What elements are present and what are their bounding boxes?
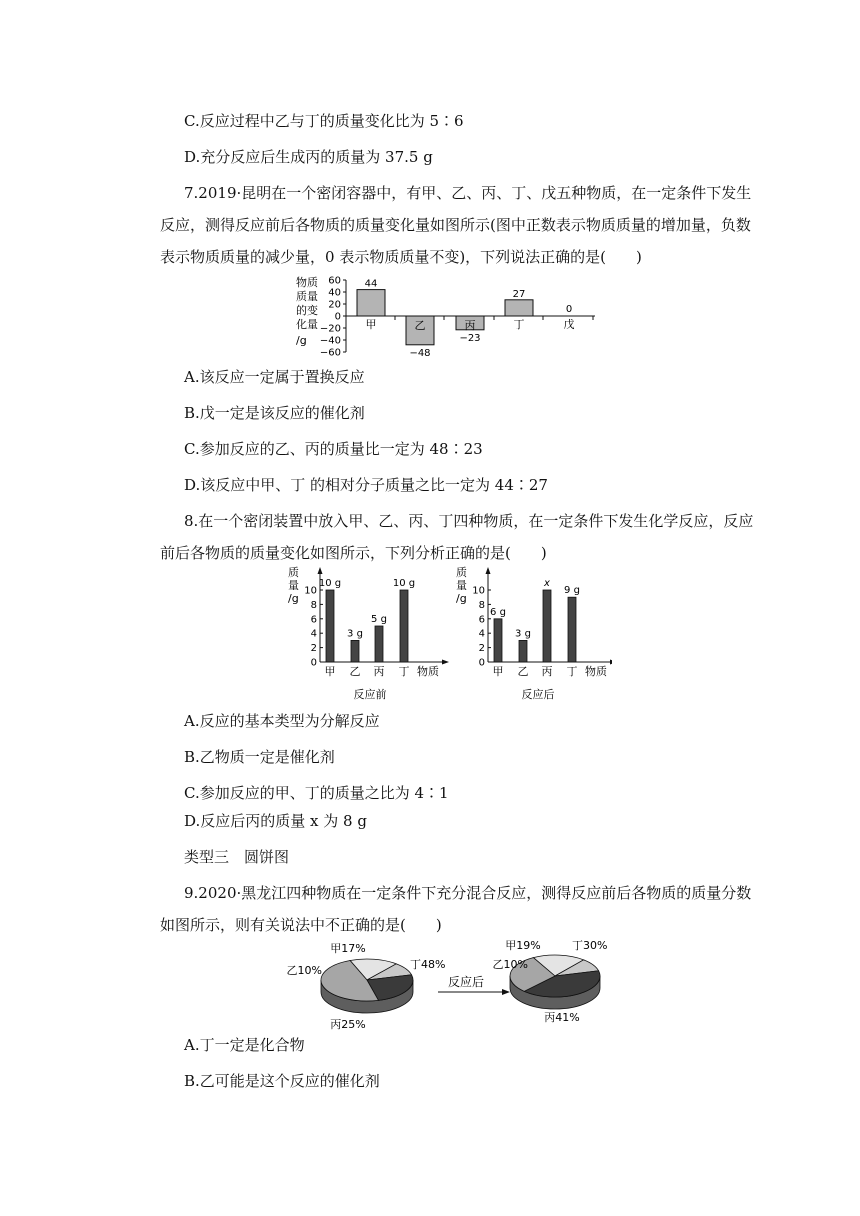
category-label: 丙 <box>373 665 385 678</box>
q6-option-d: D.充分反应后生成丙的质量为 37.5 g <box>184 148 433 166</box>
q7-mass-change-chart <box>290 272 610 362</box>
q8-stem-1: 8.在一个密闭装置中放入甲、乙、丙、丁四种物质，在一定条件下发生化学反应，反应 <box>184 512 754 530</box>
category-label: 戊 <box>563 318 575 331</box>
ylabel-line: 质 <box>288 566 299 579</box>
data-label: −48 <box>409 347 431 359</box>
slice-label: 甲19% <box>505 939 541 952</box>
q9-stem-2: 如图所示，则有关说法中不正确的是( ) <box>160 916 442 934</box>
tick-label: 0 <box>310 657 317 669</box>
ylabel-line: /g <box>288 592 299 605</box>
tick-label: 2 <box>310 643 317 655</box>
q8-before-after-charts <box>282 564 612 704</box>
tick-label: −40 <box>319 335 341 347</box>
tick-label: 20 <box>328 299 341 311</box>
bar <box>400 590 408 662</box>
ylabel-line: 量 <box>456 579 467 592</box>
data-label: 9 g <box>564 585 580 597</box>
q7-ylabel-line: 质量 <box>296 290 318 303</box>
section-type-three: 类型三 圆饼图 <box>184 848 290 866</box>
data-label: x <box>544 578 550 589</box>
category-label: 丙 <box>541 665 553 678</box>
tick-label: 6 <box>310 614 317 626</box>
reaction-arrow <box>438 974 510 995</box>
bar <box>375 626 383 662</box>
data-label: 6 g <box>490 606 506 618</box>
q8-stem-2: 前后各物质的质量变化如图所示，下列分析正确的是( ) <box>160 544 547 562</box>
tick-label: 40 <box>328 287 341 299</box>
bar <box>505 300 533 316</box>
category-label: 甲 <box>365 318 377 331</box>
bar <box>494 619 502 662</box>
tick-label: 8 <box>478 599 485 611</box>
ylabel-line: /g <box>456 592 467 605</box>
category-label: 乙 <box>517 665 529 678</box>
category-label: 丁 <box>513 318 525 331</box>
bar <box>519 640 527 662</box>
data-label: 10 g <box>392 578 416 589</box>
q7-option-a: A.该反应一定属于置换反应 <box>184 368 365 386</box>
q8-option-a: A.反应的基本类型为分解反应 <box>184 712 380 730</box>
q7-stem-1: 7.2019·昆明在一个密闭容器中，有甲、乙、丙、丁、戊五种物质，在一定条件下发生 <box>184 184 752 202</box>
data-label: −23 <box>459 332 481 344</box>
q7-ylabel-line: 的变 <box>296 304 318 317</box>
tick-label: 4 <box>310 628 317 640</box>
tick-label: 4 <box>478 628 485 640</box>
q9-option-b: B.乙可能是这个反应的催化剂 <box>184 1072 380 1090</box>
xlabel: 物质 <box>585 665 607 678</box>
tick-label: 10 <box>304 585 317 597</box>
category-label: 乙 <box>414 319 426 332</box>
bar <box>326 590 334 662</box>
tick-label: −60 <box>319 347 341 359</box>
caption: 反应前 <box>353 688 387 701</box>
arrow-label: 反应后 <box>448 975 485 989</box>
category-label: 甲 <box>324 665 336 678</box>
tick-label: −20 <box>319 323 341 335</box>
slice-label: 乙10% <box>492 958 528 971</box>
xlabel: 物质 <box>417 665 439 678</box>
data-label: 44 <box>364 278 378 290</box>
bar <box>357 290 385 316</box>
data-label: 27 <box>512 288 526 300</box>
q7-ylabel-line: 化量 <box>296 318 318 331</box>
slice-label: 丁48% <box>410 958 446 971</box>
q8-option-d: D.反应后丙的质量 x 为 8 g <box>184 812 367 830</box>
category-label: 丙 <box>464 319 476 332</box>
tick-label: 60 <box>328 275 341 287</box>
q7-ylabel <box>296 275 318 347</box>
data-label: 10 g <box>318 578 342 589</box>
category-label: 丁 <box>398 665 410 678</box>
q7-ylabel-line: /g <box>296 334 307 347</box>
q9-pie-before <box>287 942 446 1031</box>
data-label: 0 <box>565 304 573 315</box>
q7-option-d: D.该反应中甲、丁 的相对分子质量之比一定为 44∶27 <box>184 476 548 494</box>
q8-option-c: C.参加反应的甲、丁的质量之比为 4∶1 <box>184 784 449 802</box>
tick-label: 0 <box>478 657 485 669</box>
tick-label: 6 <box>478 614 485 626</box>
data-label: 5 g <box>371 614 387 625</box>
bar <box>568 597 576 662</box>
q9-pie-charts <box>280 934 620 1032</box>
ylabel-line: 量 <box>288 579 299 592</box>
bar <box>351 640 359 662</box>
bar <box>543 590 551 662</box>
data-label: 3 g <box>347 628 363 640</box>
ylabel-line: 质 <box>456 566 467 579</box>
q8-after-chart <box>456 565 612 701</box>
category-label: 甲 <box>492 665 504 678</box>
slice-label: 丁30% <box>572 939 608 952</box>
slice-label: 甲17% <box>330 942 366 955</box>
q9-stem-1: 9.2020·黑龙江四种物质在一定条件下充分混合反应，测得反应前后各物质的质量分数 <box>184 884 752 902</box>
q7-option-c: C.参加反应的乙、丙的质量比一定为 48∶23 <box>184 440 483 458</box>
tick-label: 2 <box>478 643 485 655</box>
q7-stem-3: 表示物质质量的减少量，0 表示物质质量不变)，下列说法正确的是( ) <box>160 248 642 266</box>
tick-label: 10 <box>472 585 485 597</box>
q9-pie-after <box>493 939 608 1024</box>
q7-stem-2: 反应，测得反应前后各物质的质量变化量如图所示(图中正数表示物质质量的增加量，负数 <box>160 216 751 234</box>
slice-label: 丙41% <box>544 1011 580 1024</box>
q7-option-b: B.戊一定是该反应的催化剂 <box>184 404 365 422</box>
q7-ylabel-line: 物质 <box>296 276 318 289</box>
category-label: 丁 <box>566 665 578 678</box>
caption: 反应后 <box>521 688 555 701</box>
slice-label: 丙25% <box>330 1018 366 1031</box>
q8-option-b: B.乙物质一定是催化剂 <box>184 748 335 766</box>
tick-label: 0 <box>334 311 341 323</box>
tick-label: 8 <box>310 599 317 611</box>
data-label: 3 g <box>515 628 531 640</box>
category-label: 乙 <box>349 665 361 678</box>
slice-label: 乙10% <box>286 964 322 977</box>
q6-option-c: C.反应过程中乙与丁的质量变化比为 5∶6 <box>184 112 464 130</box>
q9-option-a: A.丁一定是化合物 <box>184 1036 305 1054</box>
q8-before-chart <box>288 565 449 701</box>
